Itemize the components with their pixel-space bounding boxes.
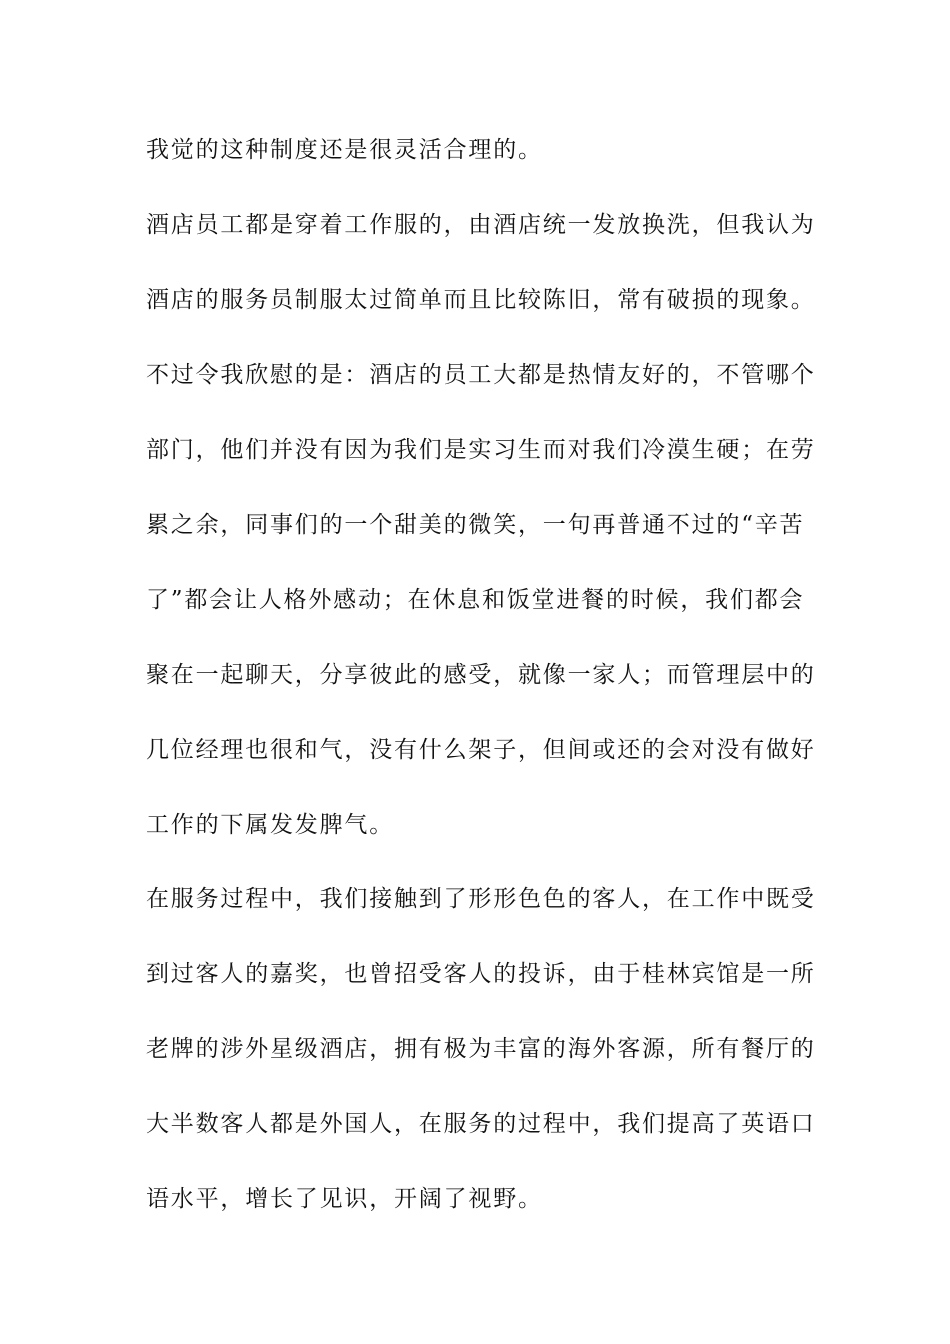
text-line: 了”都会让人格外感动；在休息和饭堂进餐的时候，我们都会	[146, 587, 805, 613]
text-line: 大半数客人都是外国人，在服务的过程中，我们提高了英语口	[146, 1111, 816, 1137]
text-line: 累之余，同事们的一个甜美的微笑，一句再普通不过的“辛苦	[146, 512, 805, 538]
text-line: 酒店的服务员制服太过简单而且比较陈旧，常有破损的现象。	[146, 287, 816, 313]
text-line: 语水平，增长了见识，开阔了视野。	[146, 1186, 543, 1212]
text-line: 到过客人的嘉奖，也曾招受客人的投诉，由于桂林宾馆是一所	[146, 961, 816, 987]
text-line: 老牌的涉外星级酒店，拥有极为丰富的海外客源，所有餐厅的	[146, 1036, 816, 1062]
text-line: 我觉的这种制度还是很灵活合理的。	[146, 137, 543, 163]
text-line: 工作的下属发发脾气。	[146, 812, 394, 838]
text-line: 在服务过程中，我们接触到了形形色色的客人，在工作中既受	[146, 886, 816, 912]
text-line: 几位经理也很和气，没有什么架子，但间或还的会对没有做好	[146, 737, 816, 763]
text-line: 部门，他们并没有因为我们是实习生而对我们冷漠生硬；在劳	[146, 437, 816, 463]
text-line: 酒店员工都是穿着工作服的，由酒店统一发放换洗，但我认为	[146, 212, 816, 238]
text-line: 不过令我欣慰的是：酒店的员工大都是热情友好的，不管哪个	[146, 362, 816, 388]
text-line: 聚在一起聊天，分享彼此的感受，就像一家人；而管理层中的	[146, 662, 816, 688]
